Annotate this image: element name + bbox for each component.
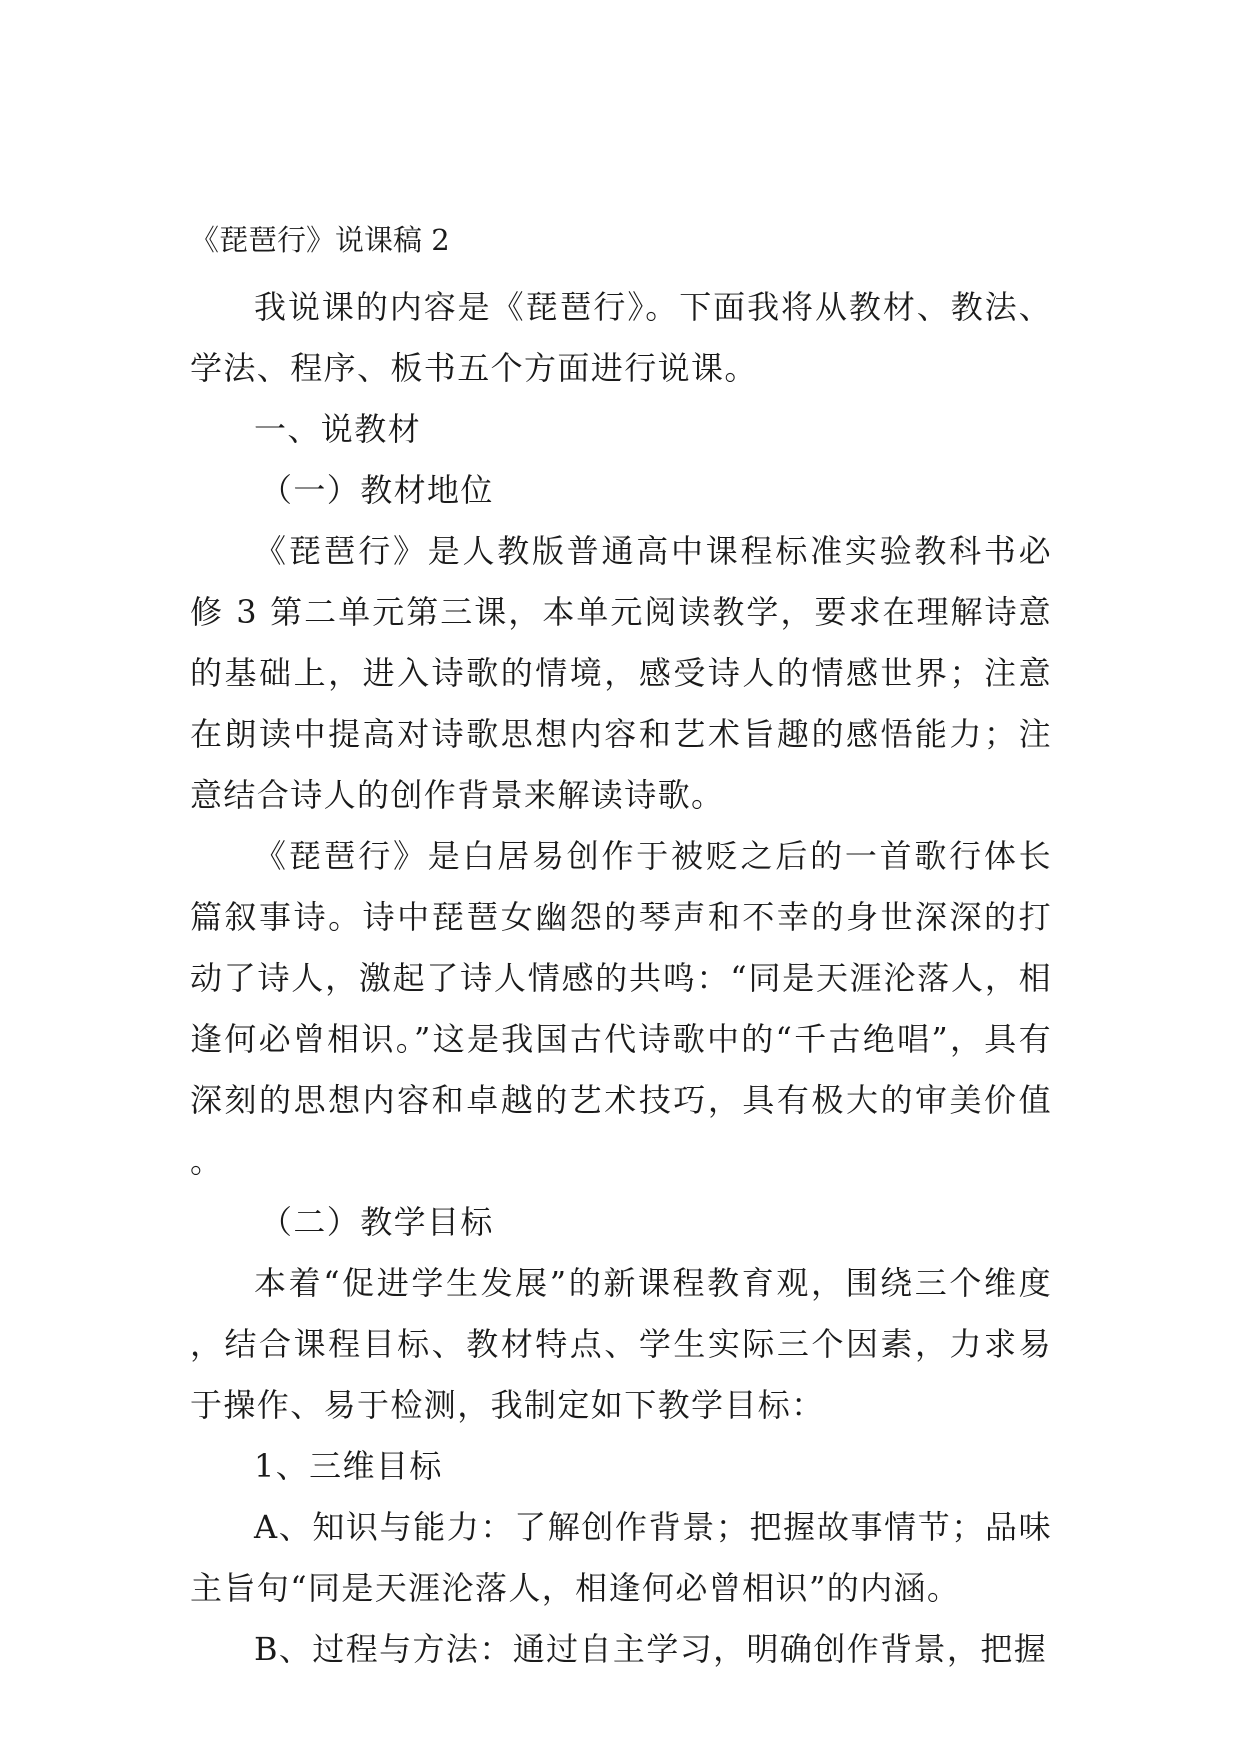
document-body bbox=[190, 215, 1052, 1680]
section-heading-textbook: 一、说教材 bbox=[254, 410, 422, 448]
subsection-heading-position: （一）教材地位 bbox=[260, 471, 494, 509]
intro-paragraph: 我说课的内容是《琵琶行》。下面我将从教材、教法、学法、程序、板书五个方面进行说课。 bbox=[190, 288, 1052, 387]
subsection-heading-goals: （二）教学目标 bbox=[260, 1203, 494, 1241]
document-title: 《琵琶行》说课稿 2 bbox=[190, 223, 450, 257]
goals-paragraph: 本着“促进学生发展”的新课程教育观，围绕三个维度，结合课程目标、教材特点、学生实际三个因素，力求易于操作、易于检测，我制定如下教学目标： bbox=[190, 1264, 1052, 1424]
goal-item-a: A、知识与能力：了解创作背景；把握故事情节；品味主旨句“同是天涯沦落人，相逢何必曾相识”的内涵。 bbox=[190, 1508, 1052, 1607]
position-paragraph-1: 《琵琶行》是人教版普通高中课程标准实验教科书必修 3 第二单元第三课，本单元阅读教学，要求在理解诗意的基础上，进入诗歌的情境，感受诗人的情感世界；注意在朗读中提高对诗歌思想内容和艺术旨趣的感悟能力；注意结合诗人的创作背景来解读诗歌。 bbox=[190, 532, 1052, 814]
position-paragraph-2: 《琵琶行》是白居易创作于被贬之后的一首歌行体长篇叙事诗。诗中琵琶女幽怨的琴声和不幸的身世深深的打动了诗人，激起了诗人情感的共鸣：“同是天涯沦落人，相逢何必曾相识。”这是我国古代诗歌中的“千古绝唱”，具有深刻的思想内容和卓越的艺术技巧，具有极大的审美价值。 bbox=[190, 837, 1052, 1180]
goal-list-heading: 1、三维目标 bbox=[254, 1447, 443, 1485]
goal-item-b: B、过程与方法：通过自主学习，明确创作背景，把握 bbox=[254, 1630, 1048, 1668]
